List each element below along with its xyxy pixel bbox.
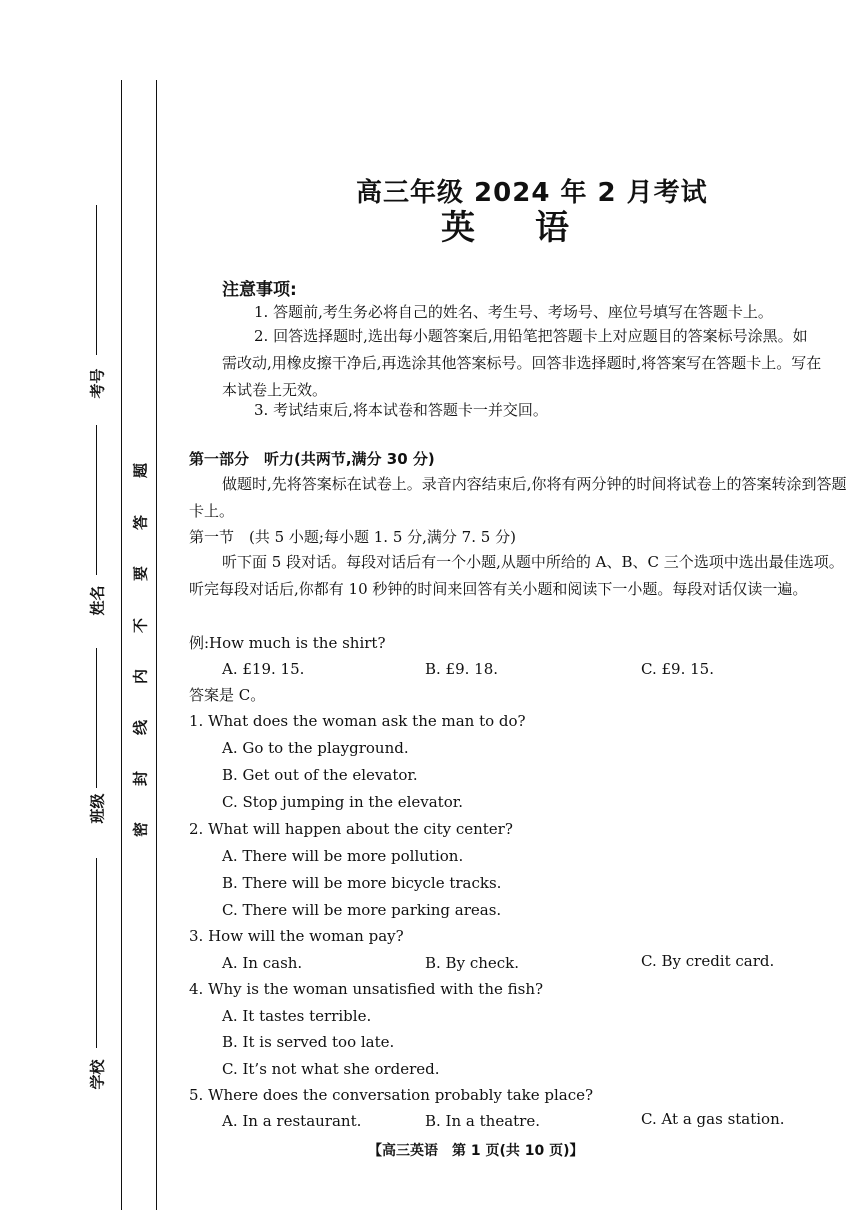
seal-char-6: 线 xyxy=(131,720,150,736)
binding-line-outer xyxy=(121,80,122,1210)
example-option-c: C. £9. 15. xyxy=(641,660,714,678)
seal-char-2: 答 xyxy=(131,515,150,531)
section1-instruction: 听下面 5 段对话。每段对话后有一个小题,从题中所给的 A、B、C 三个选项中选出最佳选项。听完每段对话后,你都有 10 秒钟的时间来回答有关小题和阅读下一小题。每段对话仅读一遍。 xyxy=(189,553,844,598)
question-5-stem: 5. Where does the conversation probably take place? xyxy=(189,1086,594,1104)
example-answer: 答案是 C。 xyxy=(189,686,266,704)
school-rule xyxy=(96,858,97,1048)
exam-number-rule xyxy=(96,205,97,355)
seal-char-3: 要 xyxy=(131,566,150,582)
seal-char-7: 封 xyxy=(131,771,150,787)
question-3-stem: 3. How will the woman pay? xyxy=(189,927,404,945)
notice-item-3: 3. 考试结束后,将本试卷和答题卡一并交回。 xyxy=(254,401,548,419)
question-4-option-a: A. It tastes terrible. xyxy=(222,1007,372,1025)
question-4-option-c: C. It’s not what she ordered. xyxy=(222,1060,440,1078)
seal-char-5: 内 xyxy=(131,669,150,685)
name-rule xyxy=(96,425,97,575)
section1-heading: 第一节 (共 5 小题;每小题 1. 5 分,满分 7. 5 分) xyxy=(189,528,516,546)
question-3-option-b: B. By check. xyxy=(425,954,520,972)
question-4-stem: 4. Why is the woman unsatisfied with the fish? xyxy=(189,980,544,998)
seal-char-1: 题 xyxy=(131,463,150,479)
question-5-option-a: A. In a restaurant. xyxy=(222,1112,362,1130)
school-label: 学校 xyxy=(88,1059,107,1090)
question-1-option-a: A. Go to the playground. xyxy=(222,739,409,757)
class-rule xyxy=(96,648,97,788)
question-2-stem: 2. What will happen about the city center? xyxy=(189,820,513,838)
class-label: 班级 xyxy=(88,793,107,824)
subject-title: 英语 xyxy=(441,208,629,248)
notice-item-1: 1. 答题前,考生务必将自己的姓名、考生号、考场号、座位号填写在答题卡上。 xyxy=(254,303,773,321)
exam-title: 高三年级 2024 年 2 月考试 xyxy=(356,178,708,208)
question-4-option-b: B. It is served too late. xyxy=(222,1033,395,1051)
example-option-a: A. £19. 15. xyxy=(222,660,305,678)
question-3-option-c: C. By credit card. xyxy=(641,952,775,970)
page-footer: 【高三英语 第 1 页(共 10 页)】 xyxy=(368,1143,584,1159)
question-1-option-c: C. Stop jumping in the elevator. xyxy=(222,793,464,811)
binding-line-inner xyxy=(156,80,157,1210)
exam-number-label: 考号 xyxy=(88,368,107,399)
notice-heading: 注意事项: xyxy=(222,280,297,300)
question-3-option-a: A. In cash. xyxy=(222,954,303,972)
question-5-option-b: B. In a theatre. xyxy=(425,1112,540,1130)
notice-item-2: 2. 回答选择题时,选出每小题答案后,用铅笔把答题卡上对应题目的答案标号涂黑。如需改动,用橡皮擦干净后,再选涂其他答案标号。回答非选择题时,将答案写在答题卡上。写在本试卷上无效。 xyxy=(222,327,822,399)
question-2-option-b: B. There will be more bicycle tracks. xyxy=(222,874,502,892)
example-question: 例:How much is the shirt? xyxy=(189,634,386,652)
question-1-stem: 1. What does the woman ask the man to do? xyxy=(189,712,526,730)
question-1-option-b: B. Get out of the elevator. xyxy=(222,766,418,784)
question-2-option-a: A. There will be more pollution. xyxy=(222,847,464,865)
name-label: 姓名 xyxy=(88,585,107,616)
part1-heading: 第一部分 听力(共两节,满分 30 分) xyxy=(189,450,435,468)
seal-char-4: 不 xyxy=(131,618,150,634)
part1-instruction: 做题时,先将答案标在试卷上。录音内容结束后,你将有两分钟的时间将试卷上的答案转涂到答题卡上。 xyxy=(189,475,847,520)
seal-char-8: 密 xyxy=(131,822,150,838)
example-option-b: B. £9. 18. xyxy=(425,660,499,678)
question-5-option-c: C. At a gas station. xyxy=(641,1110,785,1128)
question-2-option-c: C. There will be more parking areas. xyxy=(222,901,502,919)
